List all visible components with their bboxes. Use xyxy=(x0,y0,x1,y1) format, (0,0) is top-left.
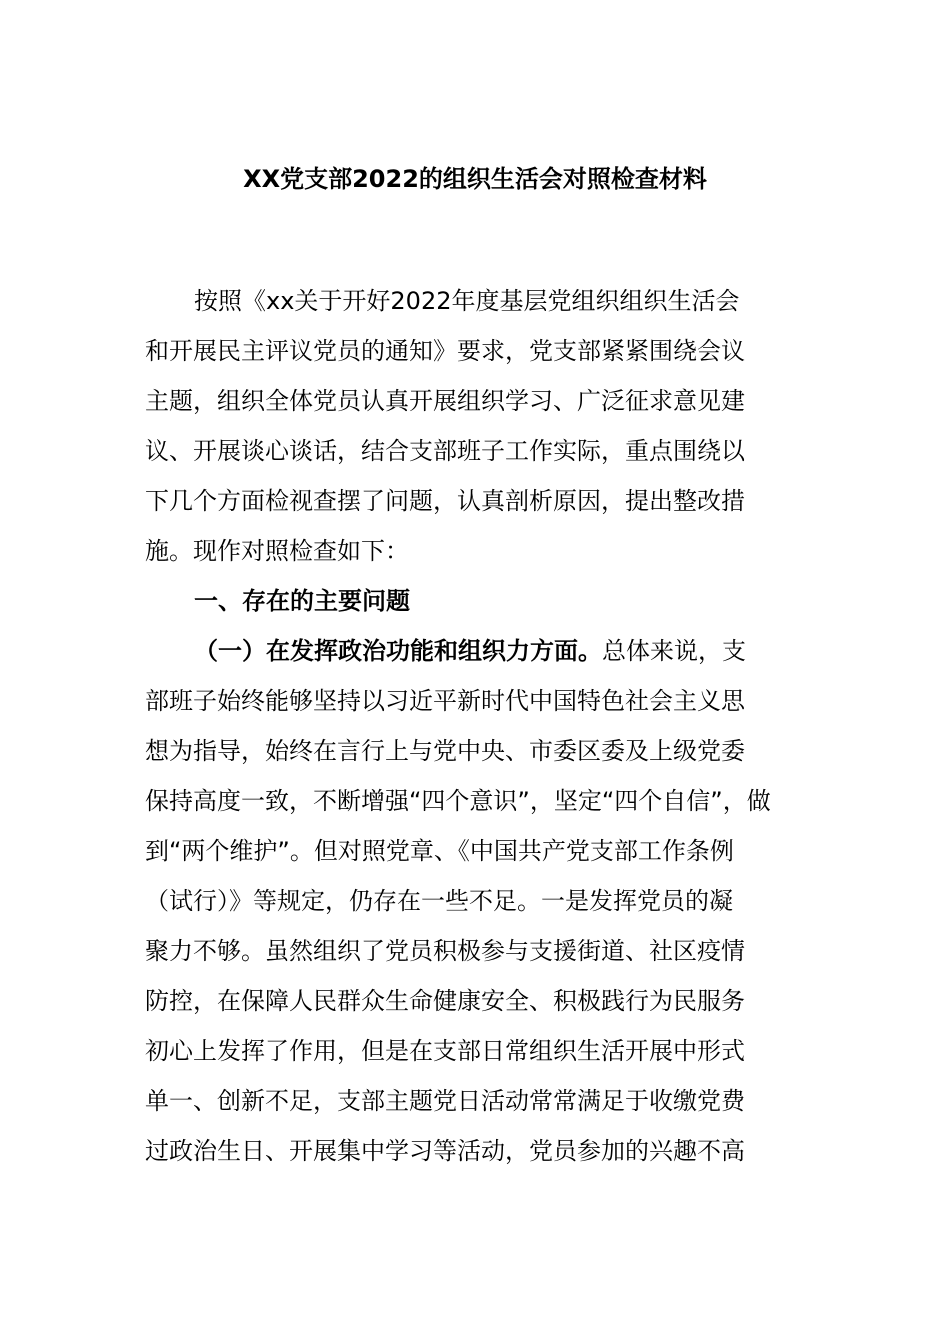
subsection-heading: （一）在发挥政治功能和组织力方面。 xyxy=(194,637,602,665)
paragraph-line-5: 下几个方面检视查摆了问题，认真剖析原因，提出整改措 xyxy=(145,487,745,515)
paragraph-line-12: 聚力不够。虽然组织了党员积极参与支援街道、社区疫情 xyxy=(145,937,745,965)
paragraph-line-8: 想为指导，始终在言行上与党中央、市委区委及上级党委 xyxy=(145,737,745,765)
section-heading: 一、存在的主要问题 xyxy=(194,587,410,615)
document-title: XX党支部2022的组织生活会对照检查材料 xyxy=(243,165,707,193)
paragraph-line-11: （试行）》等规定，仍存在一些不足。一是发挥党员的凝 xyxy=(145,887,733,915)
paragraph-line-14: 初心上发挥了作用，但是在支部日常组织生活开展中形式 xyxy=(145,1037,745,1065)
paragraph-line-6: 施。现作对照检查如下： xyxy=(145,537,409,565)
paragraph-line-2: 和开展民主评议党员的通知》要求，党支部紧紧围绕会议 xyxy=(145,337,745,365)
paragraph-line-7: 部班子始终能够坚持以习近平新时代中国特色社会主义思 xyxy=(145,687,745,715)
paragraph-line-10: 到“两个维护”。但对照党章、《中国共产党支部工作条例 xyxy=(145,837,734,865)
subsection-line xyxy=(194,633,807,669)
paragraph-line-15: 单一、创新不足，支部主题党日活动常常满足于收缴党费 xyxy=(145,1087,745,1115)
subsection-text: 总体来说，支 xyxy=(602,637,746,665)
paragraph-line-1: 按照《xx关于开好2022年度基层党组织组织生活会 xyxy=(194,287,740,315)
paragraph-line-13: 防控，在保障人民群众生命健康安全、积极践行为民服务 xyxy=(145,987,745,1015)
paragraph-line-3: 主题，组织全体党员认真开展组织学习、广泛征求意见建 xyxy=(145,387,745,415)
paragraph-line-4: 议、开展谈心谈话，结合支部班子工作实际，重点围绕以 xyxy=(145,437,745,465)
paragraph-line-16: 过政治生日、开展集中学习等活动，党员参加的兴趣不高 xyxy=(145,1137,745,1165)
paragraph-line-9: 保持高度一致，不断增强“四个意识”，坚定“四个自信”，做 xyxy=(145,787,771,815)
